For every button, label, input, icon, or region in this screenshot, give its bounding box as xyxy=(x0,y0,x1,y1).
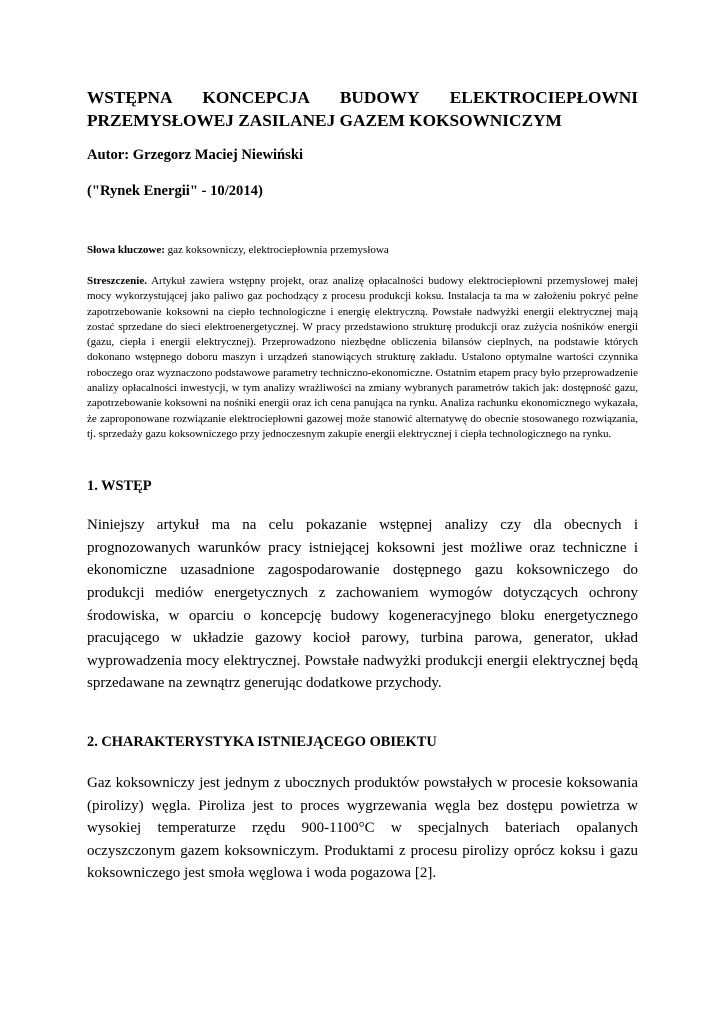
section-heading-characteristics: 2. CHARAKTERYSTYKA ISTNIEJĄCEGO OBIEKTU xyxy=(87,734,437,751)
document-content xyxy=(87,86,638,885)
source-line: ("Rynek Energii" - 10/2014) xyxy=(87,183,263,199)
section-heading-introduction: 1. WSTĘP xyxy=(87,478,152,495)
document-title: WSTĘPNA KONCEPCJA BUDOWY ELEKTROCIEPŁOWNI PRZEMYSŁOWEJ ZASILANEJ GAZEM KOKSOWNICZYM xyxy=(87,88,638,130)
abstract-text: Artykuł zawiera wstępny projekt, oraz analizę opłacalności budowy elektrociepłowni przemysłowej małej mocy wykorzystującej jako paliwo gaz pochodzący z procesu produkcji koksu. Instalacja ta ma w założeniu pokryć pełne zapotrzebowanie koksowni na ciepło technologiczne i energię elektryczną. Powstałe nadwyżki energii elektrycznej mają zostać sprzedane do sieci elektroenergetycznej. W pracy przedstawiono strukturę produkcji oraz zużycia nośników energii (gazu, ciepła i energii elektrycznej). Przeprowadzono niezbędne obliczenia bilansów cieplnych, na podstawie których dokonano wstępnego doboru maszyn i urządzeń stanowiących strukturę zakładu. Ustalono optymalne wartości czynnika roboczego oraz wyznaczono podstawowe parametry techniczno-ekonomiczne. Ostatnim etapem pracy było przeprowadzenie analizy opłacalności inwestycji, w tym analizy wrażliwości na zmiany wybranych parametrów takich jak: dostępność gazu, zapotrzebowanie koksowni na nośniki energii oraz ich cena panująca na rynku. Analiza rachunku ekonomicznego wykazała, że zaproponowane rozwiązanie elektrociepłowni gazowej może stanowić alternatywę do obecnie stosowanego rozwiązania, tj. sprzedaży gazu koksowniczego przy jednoczesnym zakupie energii elektrycznej i ciepła technologicznego na rynku. xyxy=(87,275,638,440)
keywords-text: gaz koksowniczy, elektrociepłownia przemysłowa xyxy=(164,244,389,256)
keywords-label: Słowa kluczowe: xyxy=(87,244,165,256)
author-line: Autor: Grzegorz Maciej Niewiński xyxy=(87,147,303,163)
section-paragraph-introduction: Niniejszy artykuł ma na celu pokazanie wstępnej analizy czy dla obecnych i prognozowanych warunków pracy istniejącej koksowni jest możliwe oraz techniczne i ekonomiczne uzasadnione zagospodarowanie dostępnego gazu koksowniczego do produkcji mediów energetycznych z zachowaniem wymogów dotyczących ochrony środowiska, w oparciu o koncepcję budowy kogeneracyjnego bloku energetycznego pracującego w układzie gazowy kocioł parowy, turbina parowa, generator, układ wyprowadzenia mocy elektrycznej. Powstałe nadwyżki produkcji energii elektrycznej będą sprzedawane na zewnątrz generując dodatkowe przychody. xyxy=(87,517,638,692)
abstract-paragraph xyxy=(87,274,638,442)
abstract-label: Streszczenie. xyxy=(87,275,147,287)
keywords-paragraph xyxy=(87,243,638,258)
section-paragraph-characteristics: Gaz koksowniczy jest jednym z ubocznych produktów powstałych w procesie koksowania (pirolizy) węgla. Piroliza jest to proces wygrzewania węgla bez dostępu powietrza w wysokiej temperaturze rzędu 900-1100°C w specjalnych bateriach opalanych oczyszczonym gazem koksowniczym. Produktami z procesu pirolizy oprócz koksu i gazu koksowniczego jest smoła węglowa i woda pogazowa [2]. xyxy=(87,775,638,882)
